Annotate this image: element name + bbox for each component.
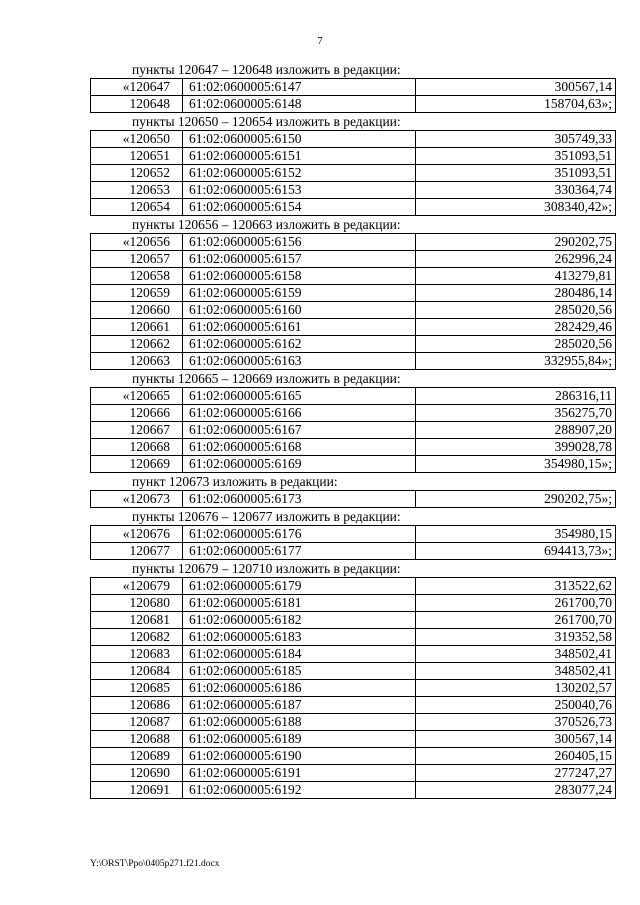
value-cell: 354980,15 [416, 526, 616, 543]
item-number-cell: 120688 [91, 731, 183, 748]
value-cell: 348502,41 [416, 646, 616, 663]
table-row [91, 302, 616, 319]
value-cell: 370526,73 [416, 714, 616, 731]
value-cell: 305749,33 [416, 131, 616, 148]
cadastral-number-cell: 61:02:0600005:6181 [183, 595, 416, 612]
table-row [91, 148, 616, 165]
cadastral-number-cell: 61:02:0600005:6150 [183, 131, 416, 148]
item-number-cell: «120679 [91, 578, 183, 595]
table-row [91, 79, 616, 96]
value-cell: 351093,51 [416, 148, 616, 165]
value-cell: 354980,15»; [416, 456, 616, 473]
cadastral-number-cell: 61:02:0600005:6184 [183, 646, 416, 663]
item-number-cell: «120656 [91, 234, 183, 251]
item-number-cell: 120680 [91, 595, 183, 612]
cadastral-number-cell: 61:02:0600005:6187 [183, 697, 416, 714]
section-heading: пункты 120647 – 120648 изложить в редакции: [132, 62, 401, 77]
value-cell: 319352,58 [416, 629, 616, 646]
cadastral-number-cell: 61:02:0600005:6192 [183, 782, 416, 799]
value-cell: 351093,51 [416, 165, 616, 182]
item-number-cell: 120657 [91, 251, 183, 268]
table-row [91, 165, 616, 182]
cadastral-number-cell: 61:02:0600005:6160 [183, 302, 416, 319]
table-row [91, 612, 616, 629]
value-cell: 262996,24 [416, 251, 616, 268]
item-number-cell: 120681 [91, 612, 183, 629]
value-cell: 290202,75 [416, 234, 616, 251]
cadastral-number-cell: 61:02:0600005:6165 [183, 388, 416, 405]
table-row [91, 765, 616, 782]
cadastral-number-cell: 61:02:0600005:6148 [183, 96, 416, 113]
table-row [91, 405, 616, 422]
cadastral-number-cell: 61:02:0600005:6153 [183, 182, 416, 199]
table-row [91, 526, 616, 543]
item-number-cell: 120652 [91, 165, 183, 182]
cadastral-number-cell: 61:02:0600005:6154 [183, 199, 416, 216]
item-number-cell: 120653 [91, 182, 183, 199]
table-row [91, 131, 616, 148]
table-row [91, 646, 616, 663]
item-number-cell: «120665 [91, 388, 183, 405]
cadastral-table [90, 78, 616, 113]
table-row [91, 748, 616, 765]
value-cell: 130202,57 [416, 680, 616, 697]
value-cell: 285020,56 [416, 336, 616, 353]
table-row [91, 388, 616, 405]
cadastral-number-cell: 61:02:0600005:6166 [183, 405, 416, 422]
table-row [91, 697, 616, 714]
value-cell: 261700,70 [416, 612, 616, 629]
item-number-cell: 120668 [91, 439, 183, 456]
table-row [91, 353, 616, 370]
item-number-cell: «120647 [91, 79, 183, 96]
value-cell: 283077,24 [416, 782, 616, 799]
cadastral-table [90, 525, 616, 560]
value-cell: 413279,81 [416, 268, 616, 285]
value-cell: 313522,62 [416, 578, 616, 595]
cadastral-number-cell: 61:02:0600005:6168 [183, 439, 416, 456]
value-cell: 330364,74 [416, 182, 616, 199]
value-cell: 250040,76 [416, 697, 616, 714]
table-row [91, 663, 616, 680]
table-row [91, 96, 616, 113]
cadastral-number-cell: 61:02:0600005:6151 [183, 148, 416, 165]
item-number-cell: 120659 [91, 285, 183, 302]
table-row [91, 285, 616, 302]
table-row [91, 491, 616, 508]
value-cell: 286316,11 [416, 388, 616, 405]
cadastral-number-cell: 61:02:0600005:6186 [183, 680, 416, 697]
footer-file-path: Y:\ORST\Ppo\0405p271.f21.docx [90, 859, 220, 869]
item-number-cell: 120660 [91, 302, 183, 319]
item-number-cell: 120666 [91, 405, 183, 422]
value-cell: 694413,73»; [416, 543, 616, 560]
table-row [91, 234, 616, 251]
value-cell: 300567,14 [416, 731, 616, 748]
item-number-cell: «120650 [91, 131, 183, 148]
cadastral-number-cell: 61:02:0600005:6188 [183, 714, 416, 731]
table-row [91, 251, 616, 268]
table-row [91, 680, 616, 697]
item-number-cell: 120667 [91, 422, 183, 439]
item-number-cell: 120651 [91, 148, 183, 165]
value-cell: 282429,46 [416, 319, 616, 336]
item-number-cell: 120690 [91, 765, 183, 782]
cadastral-number-cell: 61:02:0600005:6152 [183, 165, 416, 182]
item-number-cell: 120677 [91, 543, 183, 560]
table-row [91, 714, 616, 731]
cadastral-number-cell: 61:02:0600005:6156 [183, 234, 416, 251]
cadastral-number-cell: 61:02:0600005:6169 [183, 456, 416, 473]
value-cell: 277247,27 [416, 765, 616, 782]
section-heading: пункты 120676 – 120677 изложить в редакции: [132, 509, 401, 524]
cadastral-number-cell: 61:02:0600005:6191 [183, 765, 416, 782]
item-number-cell: 120648 [91, 96, 183, 113]
item-number-cell: 120682 [91, 629, 183, 646]
table-row [91, 319, 616, 336]
cadastral-number-cell: 61:02:0600005:6182 [183, 612, 416, 629]
item-number-cell: 120663 [91, 353, 183, 370]
value-cell: 288907,20 [416, 422, 616, 439]
table-row [91, 336, 616, 353]
item-number-cell: 120691 [91, 782, 183, 799]
section-heading: пункты 120679 – 120710 изложить в редакции: [132, 561, 401, 576]
cadastral-number-cell: 61:02:0600005:6158 [183, 268, 416, 285]
cadastral-number-cell: 61:02:0600005:6185 [183, 663, 416, 680]
cadastral-table [90, 387, 616, 473]
table-row [91, 731, 616, 748]
table-row [91, 543, 616, 560]
item-number-cell: 120661 [91, 319, 183, 336]
cadastral-table [90, 490, 616, 508]
cadastral-number-cell: 61:02:0600005:6159 [183, 285, 416, 302]
table-row [91, 782, 616, 799]
section-heading: пункты 120650 – 120654 изложить в редакции: [132, 114, 401, 129]
item-number-cell: «120676 [91, 526, 183, 543]
section-heading: пункт 120673 изложить в редакции: [132, 474, 338, 489]
value-cell: 290202,75»; [416, 491, 616, 508]
value-cell: 348502,41 [416, 663, 616, 680]
item-number-cell: 120689 [91, 748, 183, 765]
cadastral-number-cell: 61:02:0600005:6157 [183, 251, 416, 268]
section-heading: пункты 120665 – 120669 изложить в редакции: [132, 371, 401, 386]
cadastral-number-cell: 61:02:0600005:6161 [183, 319, 416, 336]
table-row [91, 439, 616, 456]
item-number-cell: 120669 [91, 456, 183, 473]
cadastral-number-cell: 61:02:0600005:6176 [183, 526, 416, 543]
item-number-cell: 120683 [91, 646, 183, 663]
value-cell: 261700,70 [416, 595, 616, 612]
cadastral-number-cell: 61:02:0600005:6163 [183, 353, 416, 370]
value-cell: 308340,42»; [416, 199, 616, 216]
cadastral-table [90, 577, 616, 799]
table-row [91, 595, 616, 612]
item-number-cell: 120662 [91, 336, 183, 353]
value-cell: 280486,14 [416, 285, 616, 302]
value-cell: 399028,78 [416, 439, 616, 456]
value-cell: 285020,56 [416, 302, 616, 319]
section-heading: пункты 120656 – 120663 изложить в редакции: [132, 217, 401, 232]
cadastral-number-cell: 61:02:0600005:6189 [183, 731, 416, 748]
cadastral-number-cell: 61:02:0600005:6177 [183, 543, 416, 560]
value-cell: 356275,70 [416, 405, 616, 422]
cadastral-number-cell: 61:02:0600005:6173 [183, 491, 416, 508]
item-number-cell: 120687 [91, 714, 183, 731]
item-number-cell: 120684 [91, 663, 183, 680]
value-cell: 260405,15 [416, 748, 616, 765]
page-number: 7 [317, 35, 323, 47]
item-number-cell: «120673 [91, 491, 183, 508]
item-number-cell: 120658 [91, 268, 183, 285]
table-row [91, 456, 616, 473]
item-number-cell: 120654 [91, 199, 183, 216]
cadastral-number-cell: 61:02:0600005:6190 [183, 748, 416, 765]
table-row [91, 629, 616, 646]
item-number-cell: 120685 [91, 680, 183, 697]
cadastral-number-cell: 61:02:0600005:6162 [183, 336, 416, 353]
cadastral-table [90, 130, 616, 216]
cadastral-number-cell: 61:02:0600005:6167 [183, 422, 416, 439]
item-number-cell: 120686 [91, 697, 183, 714]
table-row [91, 422, 616, 439]
table-row [91, 268, 616, 285]
cadastral-number-cell: 61:02:0600005:6179 [183, 578, 416, 595]
cadastral-number-cell: 61:02:0600005:6183 [183, 629, 416, 646]
table-row [91, 578, 616, 595]
cadastral-number-cell: 61:02:0600005:6147 [183, 79, 416, 96]
table-row [91, 199, 616, 216]
value-cell: 300567,14 [416, 79, 616, 96]
table-row [91, 182, 616, 199]
document-body [90, 61, 616, 799]
value-cell: 158704,63»; [416, 96, 616, 113]
cadastral-table [90, 233, 616, 370]
value-cell: 332955,84»; [416, 353, 616, 370]
